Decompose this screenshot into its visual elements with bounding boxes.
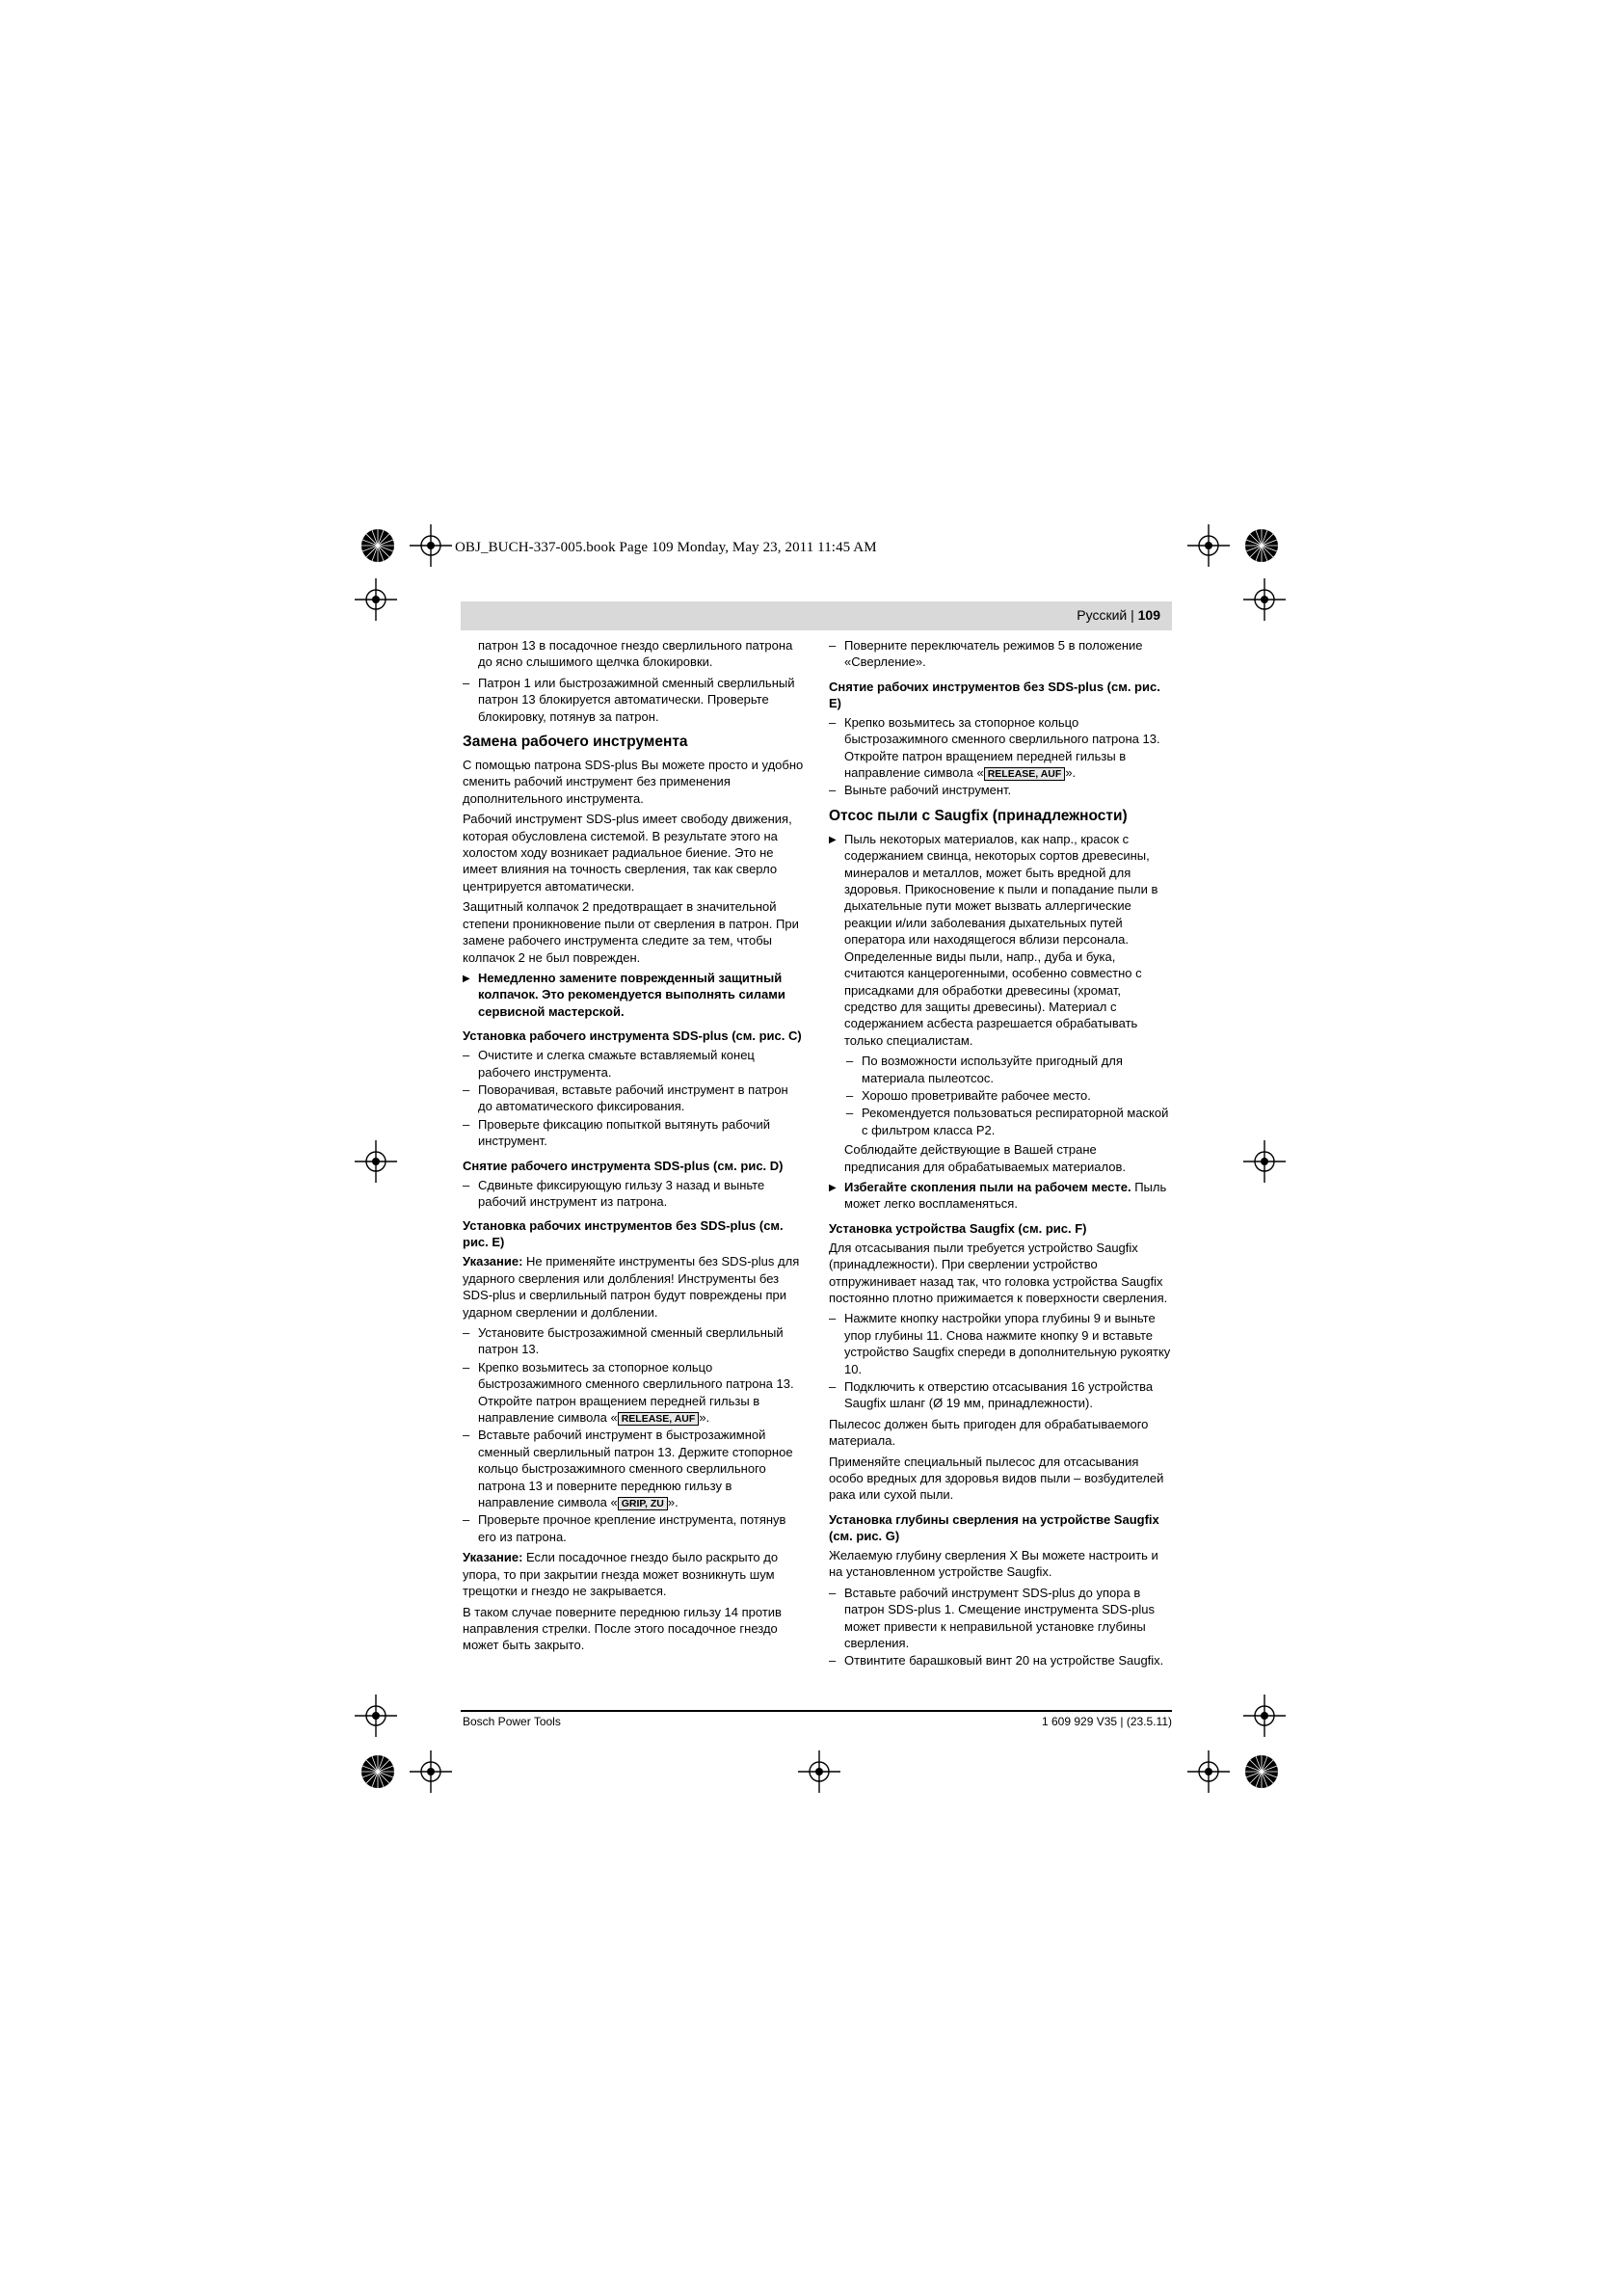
warning: ▶ Пыль некоторых материалов, как напр., красок с содержанием свинца, некоторых сортов древесины, минералов и металлов, может быть вредной для здоровья. Прикосновение к пыли и попадание пыли в дыхательные пути может вызвать аллергические реакции и/или заболевания дыхательных путей оператора или находящегося вблизи персонала. Определенные виды пыли, напр., дуба и бука, считаются канцерогенными, особенно совместно с присадками для обработки древесины (хромат, средство для защиты древесины). Материал с содержанием асбеста разрешается обрабатывать только специалистам. bbox=[829, 831, 1172, 1049]
warning: ▶ Немедленно замените поврежденный защитный колпачок. Это рекомендуется выполнять силами сервисной мастерской. bbox=[463, 970, 806, 1020]
paragraph: Соблюдайте действующие в Вашей стране предписания для обрабатываемых материалов. bbox=[844, 1142, 1127, 1174]
footer-doc-number: 1 609 929 V35 | (23.5.11) bbox=[1042, 1715, 1172, 1728]
list-item: – Подключить к отверстию отсасывания 16 устройства Saugfix шланг (Ø 19 мм, принадлежности). bbox=[829, 1378, 1172, 1412]
section-heading: Отсос пыли с Saugfix (принадлежности) bbox=[829, 807, 1128, 824]
list-item: – Вставьте рабочий инструмент в быстрозажимной сменный сверлильный патрон 13. Держите стопорное кольцо быстрозажимного сменного сверлильного патрона 13 и поверните переднюю гильзу в направление символа « GRIP, ZU ». bbox=[463, 1427, 806, 1510]
list-item: – Проверьте фиксацию попыткой вытянуть рабочий инструмент. bbox=[463, 1116, 806, 1150]
footer-brand: Bosch Power Tools bbox=[463, 1715, 561, 1728]
subsection-heading: Установка глубины сверления на устройстве Saugfix (см. рис. G) bbox=[829, 1511, 1159, 1543]
paragraph: патрон 13 в посадочное гнездо сверлильного патрона до ясно слышимого щелчка блокировки. bbox=[478, 638, 793, 670]
list-item: – Сдвиньте фиксирующую гильзу 3 назад и выньте рабочий инструмент из патрона. bbox=[463, 1177, 806, 1211]
right-column bbox=[829, 637, 1172, 1670]
release-symbol: RELEASE, AUF bbox=[618, 1412, 700, 1426]
subsection-heading: Снятие рабочего инструмента SDS-plus (см. рис. D) bbox=[463, 1158, 784, 1173]
release-symbol: RELEASE, AUF bbox=[984, 767, 1066, 781]
grip-symbol: GRIP, ZU bbox=[618, 1497, 668, 1510]
list-item: – Крепко возьмитесь за стопорное кольцо быстрозажимного сменного сверлильного патрона 13. Откройте патрон вращением передней гильзы в направление символа « RELEASE, AUF ». bbox=[829, 714, 1172, 782]
left-column bbox=[463, 637, 806, 1658]
footer-rule bbox=[461, 1710, 1172, 1712]
note-label: Указание: bbox=[463, 1550, 523, 1565]
list-item: – Отвинтите барашковый винт 20 на устройстве Saugfix. bbox=[829, 1652, 1172, 1669]
list-item: – Поворачивая, вставьте рабочий инструмент в патрон до автоматического фиксирования. bbox=[463, 1081, 806, 1115]
note: Указание: Если посадочное гнездо было раскрыто до упора, то при закрытии гнезда может возникнуть шум трещотки и гнездо не закрывается. bbox=[463, 1550, 779, 1599]
warning: ▶ Избегайте скопления пыли на рабочем месте. Пыль может легко воспламеняться. bbox=[829, 1179, 1172, 1213]
print-header: OBJ_BUCH-337-005.book Page 109 Monday, May 23, 2011 11:45 AM bbox=[455, 540, 877, 555]
paragraph: Рабочий инструмент SDS-plus имеет свободу движения, которая обусловлена системой. В результате этого на холостом ходу возникает радиальное биение. Это не имеет влияния на точность сверления, так как сверло центрируется автоматически. bbox=[463, 812, 792, 894]
list-item: – Поверните переключатель режимов 5 в положение «Сверление». bbox=[829, 637, 1172, 671]
subsection-heading: Установка рабочего инструмента SDS-plus (см. рис. C) bbox=[463, 1028, 802, 1044]
paragraph: С помощью патрона SDS-plus Вы можете просто и удобно сменить рабочий инструмент без применения дополнительного инструмента. bbox=[463, 758, 804, 806]
list-item: – По возможности используйте пригодный для материала пылеотсос. bbox=[846, 1053, 1172, 1086]
list-item: – Установите быстрозажимной сменный сверлильный патрон 13. bbox=[463, 1324, 806, 1358]
paragraph: Желаемую глубину сверления X Вы можете настроить и на установленном устройстве Saugfix. bbox=[829, 1547, 1158, 1580]
subsection-heading: Установка устройства Saugfix (см. рис. F) bbox=[829, 1220, 1087, 1236]
paragraph: В таком случае поверните переднюю гильзу 14 против направления стрелки. После этого посадочное гнездо может быть закрыто. bbox=[463, 1604, 782, 1653]
page-header: Русский | 109 bbox=[1077, 607, 1160, 623]
page-number: 109 bbox=[1137, 607, 1160, 623]
list-item: – Крепко возьмитесь за стопорное кольцо быстрозажимного сменного сверлильного патрона 13. Откройте патрон вращением передней гильзы в направление символа « RELEASE, AUF ». bbox=[463, 1359, 806, 1427]
paragraph: Для отсасывания пыли требуется устройство Saugfix (принадлежности). При сверлении устройство отпружинивает назад так, что головка устройства Saugfix постоянно плотно прижимается к поверхности сверления. bbox=[829, 1240, 1168, 1305]
list-item: – Рекомендуется пользоваться респираторной маской с фильтром класса P2. bbox=[846, 1105, 1172, 1138]
subsection-heading: Снятие рабочих инструментов без SDS-plus (см. рис. E) bbox=[829, 679, 1160, 710]
note: Указание: Не применяйте инструменты без SDS-plus для ударного сверления или долбления! Инструменты без SDS-plus и сверлильный патрон будут повреждены при ударном сверлении и долблении. bbox=[463, 1254, 800, 1320]
list-item: – Вставьте рабочий инструмент SDS-plus до упора в патрон SDS-plus 1. Смещение инструмента SDS-plus может привести к неправильной установке глубины сверления. bbox=[829, 1585, 1172, 1652]
list-item: – Нажмите кнопку настройки упора глубины 9 и выньте упор глубины 11. Снова нажмите кнопку 9 и вставьте устройство Saugfix спереди в дополнительную рукоятку 10. bbox=[829, 1310, 1172, 1377]
language-label: Русский bbox=[1077, 607, 1128, 623]
page-header-bar bbox=[461, 601, 1172, 630]
list-item: – Патрон 1 или быстрозажимной сменный сверлильный патрон 13 блокируется автоматически. Проверьте блокировку, потянув за патрон. bbox=[463, 675, 806, 725]
list-item: – Проверьте прочное крепление инструмента, потянув его из патрона. bbox=[463, 1511, 806, 1545]
paragraph: Пылесос должен быть пригоден для обрабатываемого материала. bbox=[829, 1416, 1149, 1449]
paragraph: Защитный колпачок 2 предотвращает в значительной степени проникновение пыли от сверления в патрон. При замене рабочего инструмента следите за тем, чтобы колпачок 2 не был поврежден. bbox=[463, 899, 799, 965]
list-item: – Хорошо проветривайте рабочее место. bbox=[846, 1087, 1172, 1104]
list-item: – Очистите и слегка смажьте вставляемый конец рабочего инструмента. bbox=[463, 1047, 806, 1081]
note-label: Указание: bbox=[463, 1254, 523, 1269]
paragraph: Применяйте специальный пылесос для отсасывания особо вредных для здоровья видов пыли – возбудителей рака или сухой пыли. bbox=[829, 1454, 1164, 1503]
list-item: – Выньте рабочий инструмент. bbox=[829, 782, 1172, 798]
section-heading: Замена рабочего инструмента bbox=[463, 734, 688, 751]
subsection-heading: Установка рабочих инструментов без SDS-plus (см. рис. E) bbox=[463, 1218, 784, 1250]
